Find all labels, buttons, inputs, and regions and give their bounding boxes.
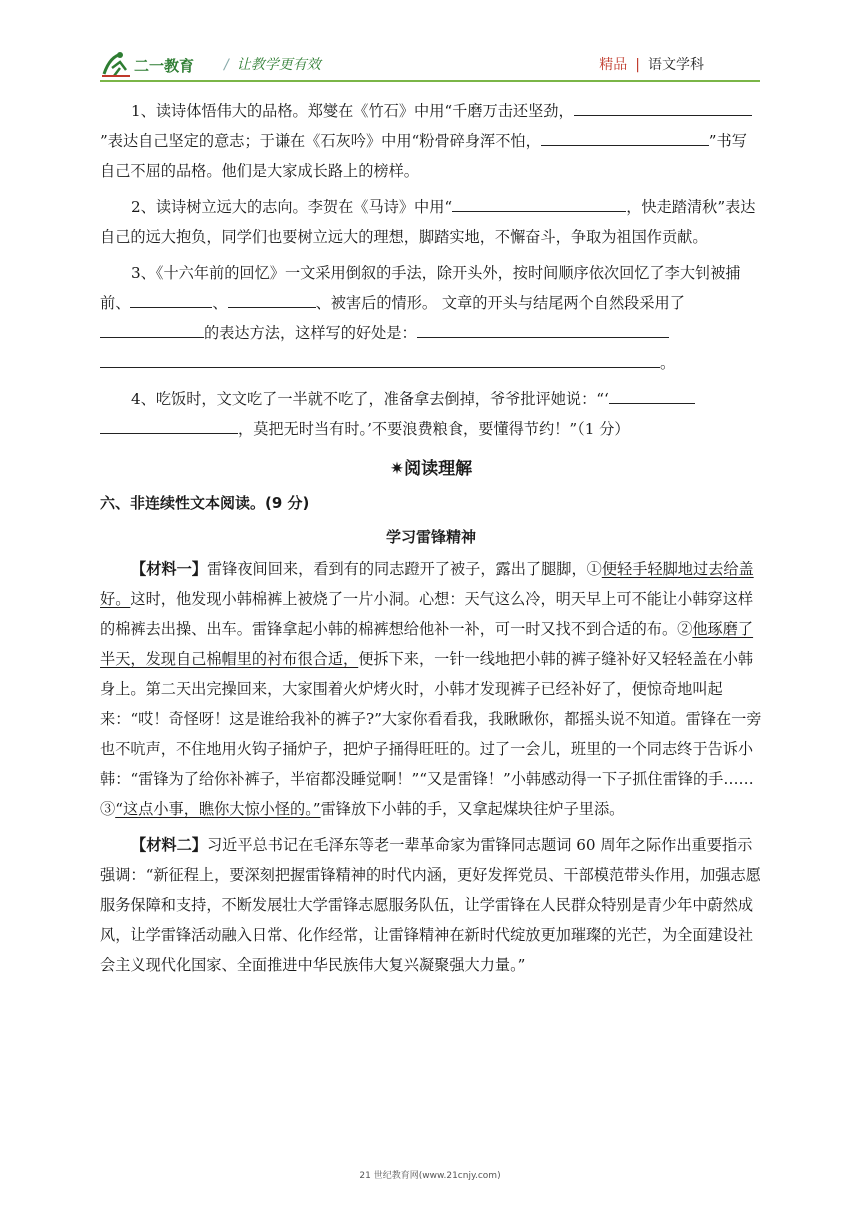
logo-text: 二一教育 [134, 57, 195, 75]
underlined-sentence-3: “这点小事，瞧你大惊小怪的。” [115, 800, 321, 818]
question-2: 2、读诗树立远大的志向。李贺在《马诗》中用“ ，快走踏清秋”表达自己的远大抱负，同学们也要树立远大的理想，脚踏实地，不懈奋斗，争取为祖国作贡献。 [100, 192, 762, 252]
answer-blank[interactable] [130, 289, 212, 308]
header-subject: 精品 | 语文学科 [599, 57, 704, 73]
underlined-sentence-2: 他琢磨了半天，发现自己棉帽里的衬布很合适， [100, 620, 754, 668]
question-4: 4、吃饭时，文文吃了一半就不吃了，准备拿去倒掉，爷爷批评她说：“‘，莫把无时当有时。’不要浪费粮食，要懂得节约！”（1 分） [100, 384, 762, 444]
answer-blank[interactable] [574, 97, 694, 116]
document-body [100, 96, 762, 980]
material-1: 【材料一】雷锋夜间回来，看到有的同志蹬开了被子，露出了腿脚，①便轻手轻脚地过去给盖好。这时，他发现小韩棉裤上被烧了一片小洞。心想：天气这么冷，明天早上可不能让小韩穿这样的棉裤去出操、出车。雷锋拿起小韩的棉裤想给他补一补，可一时又找不到合适的布。②他琢磨了半天，发现自己棉帽里的衬布很合适，便拆下来，一针一线地把小韩的裤子缝补好又轻轻盖在小韩身上。第二天出完操回来，大家围着火炉烤火时，小韩才发现裤子已经补好了，便惊奇地叫起来：“哎！奇怪呀！这是谁给我补的裤子?”大家你看看我，我瞅瞅你，都摇头说不知道。雷锋在一旁也不吭声，不住地用火钩子捅炉子，把炉子捅得旺旺的。过了一会儿，班里的一个同志终于告诉小韩：“雷锋为了给你补裤子，半宿都没睡觉啊！”“又是雷锋！”小韩感动得一下子抓住雷锋的手……③“这点小事，瞧你大惊小怪的。”雷锋放下小韩的手，又拿起煤块往炉子里添。 [100, 560, 762, 818]
material-2-label: 【材料二】 [131, 836, 207, 854]
answer-blank[interactable] [100, 349, 660, 368]
badge-text: 精品 [599, 57, 628, 73]
answer-blank[interactable] [100, 415, 238, 434]
answer-blank[interactable] [452, 193, 626, 212]
page-footer: 21 世纪教育网(www.21cnjy.com) [359, 1171, 501, 1181]
question-1: 1、读诗体悟伟大的品格。郑燮在《竹石》中用“千磨万击还坚劲，”表达自己坚定的意志；于谦在《石灰吟》中用“粉骨碎身浑不怕， ”书写自己不屈的品格。他们是大家成长路上的榜样。 [100, 96, 762, 186]
answer-blank[interactable] [228, 289, 316, 308]
answer-blank[interactable] [609, 127, 709, 146]
subject-text: 语文学科 [648, 57, 704, 73]
answer-blank[interactable] [541, 127, 609, 146]
material-2: 【材料二】习近平总书记在毛泽东等老一辈革命家为雷锋同志题词 60 周年之际作出重要指示强调：“新征程上，要深刻把握雷锋精神的时代内涵，更好发挥党员、干部模范带头作用，加强志愿服务保障和支持，不断发展壮大学雷锋志愿服务队伍，让学雷锋在人民群众特别是青少年中蔚然成风，让学雷锋活动融入日常、化作经常，让雷锋精神在新时代绽放更加璀璨的光芒，为全面建设社会主义现代化国家、全面推进中华民族伟大复兴凝聚强大力量。” [100, 836, 761, 974]
runner-logo-icon [100, 48, 220, 80]
article-title: 学习雷锋精神 [385, 528, 476, 546]
answer-blank[interactable] [100, 319, 204, 338]
material-1-label: 【材料一】 [131, 560, 207, 578]
question-3: 3、《十六年前的回忆》一文采用倒叙的手法，除开头外，按时间顺序依次回忆了李大钊被捕前、 、 、被害后的情形。 文章的开头与结尾两个自然段采用了的表达方法，这样写的好处是：。 [100, 264, 741, 372]
answer-blank[interactable] [694, 97, 752, 116]
header-divider [100, 80, 760, 82]
answer-blank[interactable] [609, 385, 695, 404]
underlined-sentence-1: 便轻手轻脚地过去给盖好。 [100, 560, 754, 608]
header-slogan: / 让教学更有效 [224, 57, 321, 73]
section-title: ✷阅读理解 [389, 459, 473, 479]
page-header [100, 48, 760, 84]
question-6-title: 六、非连续性文本阅读。(9 分) [100, 494, 310, 512]
answer-blank[interactable] [417, 319, 669, 338]
